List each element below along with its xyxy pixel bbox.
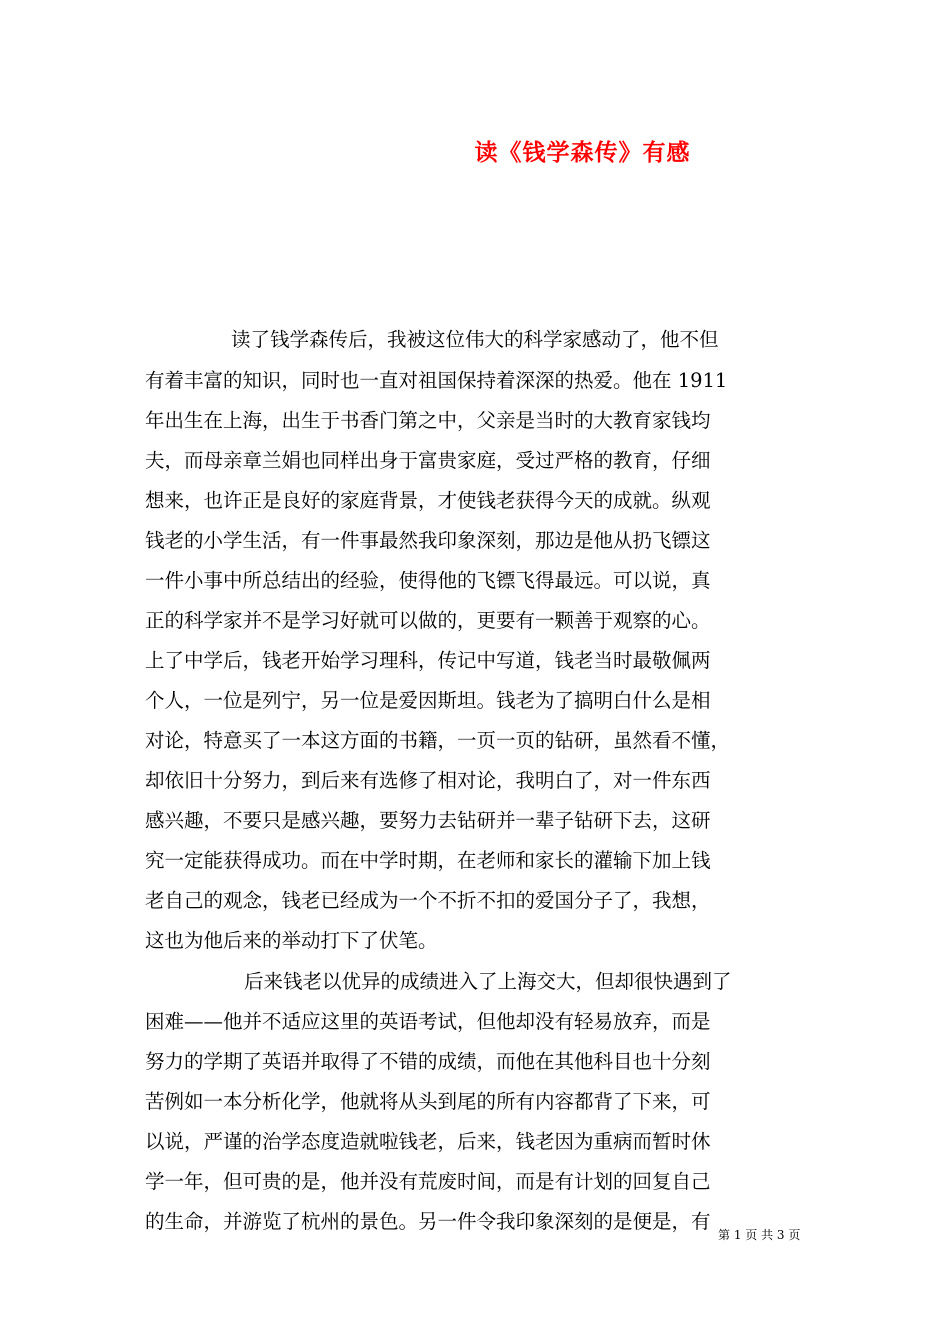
text-line: 却依旧十分努力，到后来有选修了相对论，我明白了，对一件东西: [145, 769, 711, 792]
text-line: 正的科学家并不是学习好就可以做的，更要有一颗善于观察的心。: [145, 609, 711, 632]
text-line: 个人，一位是列宁，另一位是爱因斯坦。钱老为了搞明白什么是相: [145, 689, 711, 712]
text-line: 以说，严谨的治学态度造就啦钱老，后来，钱老因为重病而暂时休: [145, 1130, 711, 1153]
text-line: 年出生在上海，出生于书香门第之中，父亲是当时的大教育家钱均: [145, 409, 711, 432]
text-line: 的生命，并游览了杭州的景色。另一件令我印象深刻的是便是，有: [145, 1210, 711, 1233]
text-line: 学一年，但可贵的是，他并没有荒废时间，而是有计划的回复自己: [145, 1170, 711, 1193]
text-line: 夫，而母亲章兰娟也同样出身于富贵家庭，受过严格的教育，仔细: [145, 449, 711, 472]
text-line: 有着丰富的知识，同时也一直对祖国保持着深深的热爱。他在 1911: [145, 369, 728, 392]
text-line: 老自己的观念，钱老已经成为一个不折不扣的爱国分子了，我想，: [145, 889, 711, 912]
document-title: 读《钱学森传》有感: [474, 139, 691, 166]
text-line: 苦例如一本分析化学，他就将从头到尾的所有内容都背了下来，可: [145, 1090, 711, 1113]
text-line: 钱老的小学生活，有一件事最然我印象深刻，那边是他从扔飞镖这: [145, 529, 711, 552]
text-line: 上了中学后，钱老开始学习理科，传记中写道，钱老当时最敬佩两: [145, 649, 711, 672]
text-line: 究一定能获得成功。而在中学时期，在老师和家长的灌输下加上钱: [145, 849, 711, 872]
text-line: 这也为他后来的举动打下了伏笔。: [145, 929, 438, 952]
text-line: 后来钱老以优异的成绩进入了上海交大，但却很快遇到了: [244, 970, 732, 993]
text-line: 努力的学期了英语并取得了不错的成绩，而他在其他科目也十分刻: [145, 1050, 711, 1073]
text-line: 困难——他并不适应这里的英语考试，但他却没有轻易放弃，而是: [145, 1010, 711, 1033]
text-line: 读了钱学森传后，我被这位伟大的科学家感动了，他不但: [231, 328, 719, 351]
text-line: 想来，也许正是良好的家庭背景，才使钱老获得今天的成就。纵观: [145, 489, 711, 512]
page-number-footer: 第 1 页 共 3 页: [718, 1228, 801, 1242]
text-line: 对论，特意买了一本这方面的书籍，一页一页的钻研，虽然看不懂，: [145, 729, 731, 752]
text-line: 一件小事中所总结出的经验，使得他的飞镖飞得最远。可以说，真: [145, 569, 711, 592]
text-line: 感兴趣，不要只是感兴趣，要努力去钻研并一辈子钻研下去，这研: [145, 809, 711, 832]
